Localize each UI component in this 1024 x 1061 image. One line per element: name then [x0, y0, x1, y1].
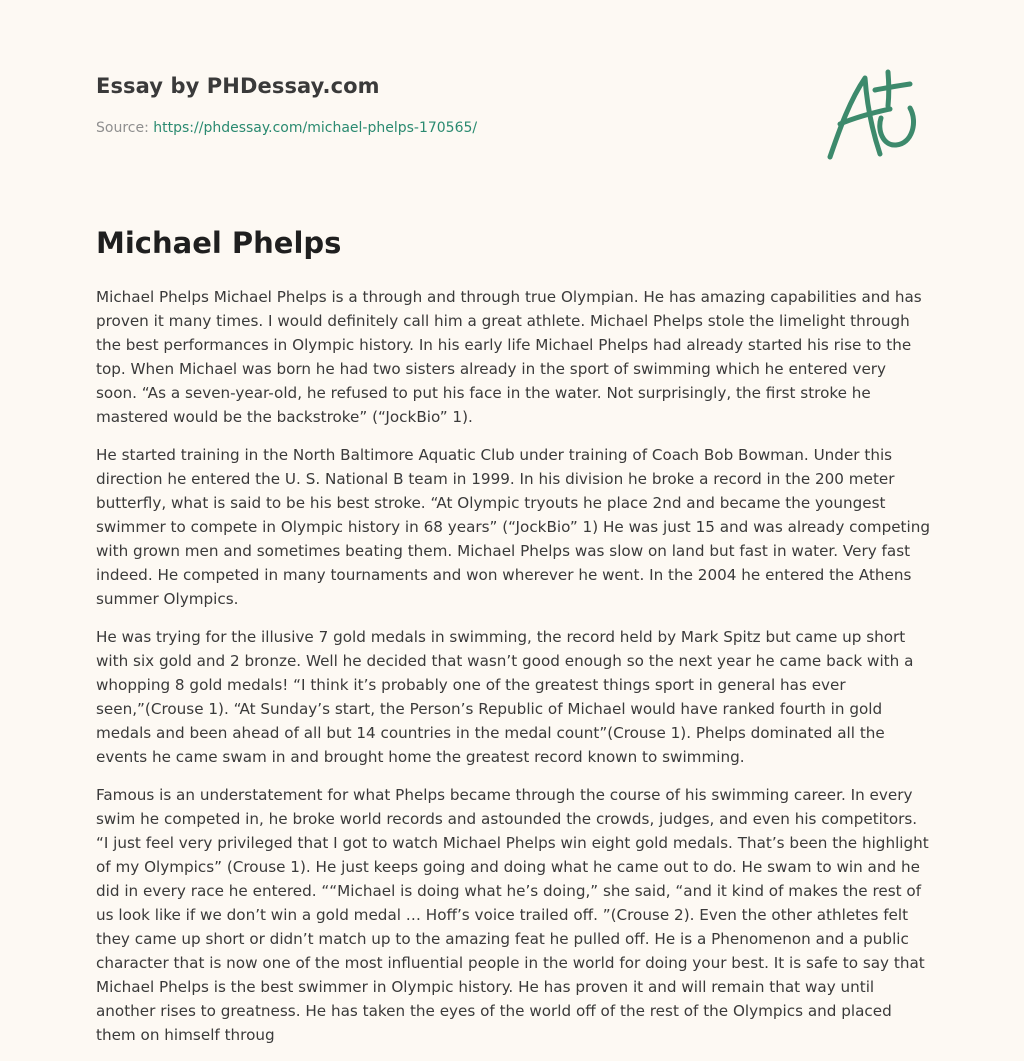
essay-paragraph: Michael Phelps Michael Phelps is a through and through true Olympian. He has amazing capabilities and has proven it many times. I would definitely call him a great athlete. Michael Phelps stole the limelight through the best performances in Olympic history. In his early life Michael Phelps had already started his rise to the top. When Michael was born he had two sisters already in the sport of swimming which he entered very soon. “As a seven-year-old, he refused to put his face in the water. Not surprisingly, the first stroke he mastered would be the backstroke” (“JockBio” 1).: [96, 288, 922, 426]
source-link[interactable]: https://phdessay.com/michael-phelps-170565/: [153, 120, 478, 136]
source-line: [96, 120, 796, 136]
essay-body: [96, 285, 930, 1061]
essay-paragraph: Famous is an understatement for what Phelps became through the course of his swimming career. In every swim he competed in, he broke world records and astounded the crowds, judges, and even his competitors. “I just feel very privileged that I got to watch Michael Phelps win eight gold medals. That’s been the highlight of my Olympics” (Crouse 1). He just keeps going and doing what he came out to do. He swam to win and he did in every race he entered. ““Michael is doing what he’s doing,” she said, “and it kind of makes the rest of us look like if we don’t win a gold medal … Hoff’s voice trailed off. ”(Crouse 2). Even the other athletes felt they came up short or didn’t match up to the amazing feat he pulled off. He is a Phenomenon and a public character that is now one of the most influential people in the world for doing your best. It is safe to say that Michael Phelps is the best swimmer in Olympic history. He has proven it and will remain that way until another rises to greatness. He has taken the eyes of the world off of the rest of the Olympics and placed them on himself throug: [96, 786, 929, 1044]
site-brand: Essay by PHDessay.com: [96, 74, 380, 98]
essay-paragraph: He was trying for the illusive 7 gold medals in swimming, the record held by Mark Spitz but came up short with six gold and 2 bronze. Well he decided that wasn’t good enough so the next year he came back with a whopping 8 gold medals! “I think it’s probably one of the greatest things sport in general has ever seen,”(Crouse 1). “At Sunday’s start, the Person’s Republic of Michael would have ranked fourth in gold medals and been ahead of all but 14 countries in the medal count”(Crouse 1). Phelps dominated all the events he came swam in and brought home the greatest record known to swimming.: [96, 628, 914, 766]
essay-title: Michael Phelps: [96, 226, 342, 260]
essay-header: [96, 74, 796, 136]
essay-paragraph: He started training in the North Baltimore Aquatic Club under training of Coach Bob Bowman. Under this direction he entered the U. S. National B team in 1999. In his division he broke a record in the 200 meter butterfly, what is said to be his best stroke. “At Olympic tryouts he place 2nd and became the youngest swimmer to compete in Olympic history in 68 years” (“JockBio” 1) He was just 15 and was already competing with grown men and sometimes beating them. Michael Phelps was slow on land but fast in water. Very fast indeed. He competed in many tournaments and won wherever he went. In the 2004 he entered the Athens summer Olympics.: [96, 446, 930, 608]
a-plus-logo-icon: [818, 66, 930, 166]
source-label: Source:: [96, 120, 149, 136]
